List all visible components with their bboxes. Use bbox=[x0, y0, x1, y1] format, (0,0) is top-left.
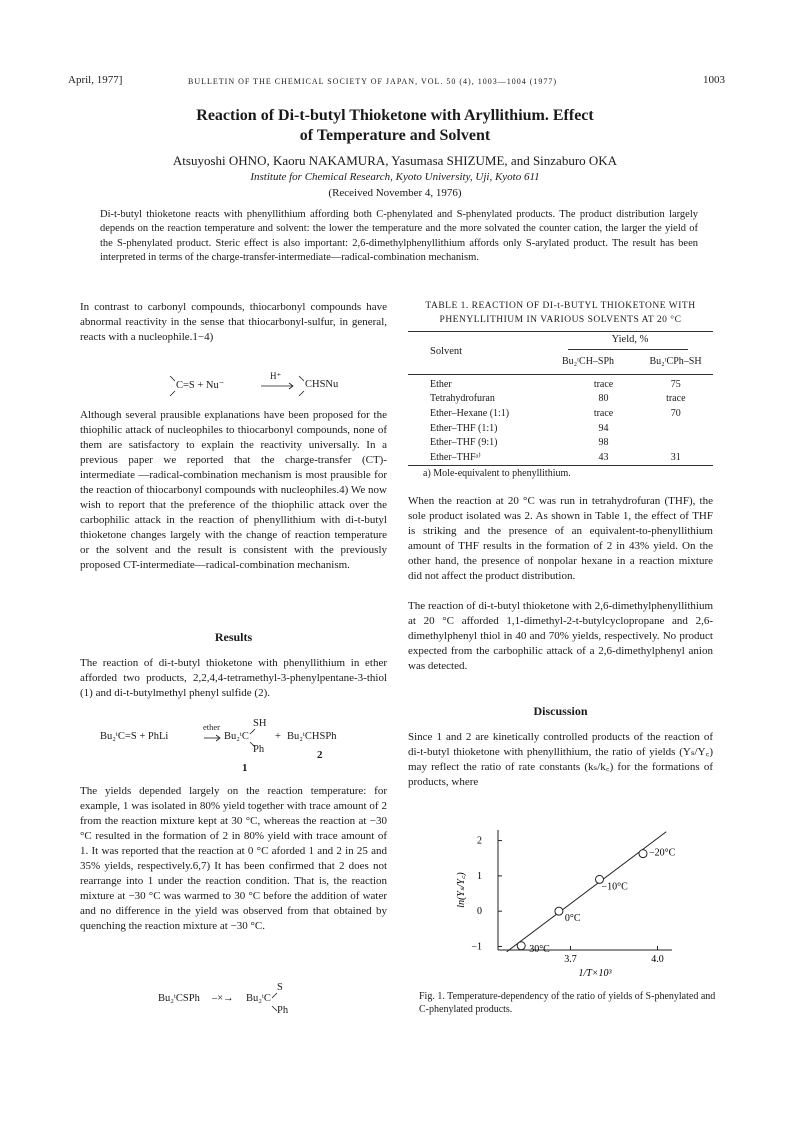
table-1-row bbox=[408, 392, 713, 407]
table-1-cell-solvent: Ether–Hexane (1:1) bbox=[430, 407, 510, 419]
y-tick-label: 1 bbox=[477, 870, 482, 882]
table-1 bbox=[408, 331, 713, 466]
intro-paragraph-1: In contrast to carbonyl compounds, thiocarbonyl compounds have abnormal reactivity in the sense that thiocarbonyl-sulfur, in general, reacts with a nucleophile.1−4) bbox=[80, 301, 387, 343]
table-1-cell-solvent: Ether–THF (9:1) bbox=[430, 437, 498, 449]
table-1-row bbox=[408, 435, 713, 450]
table-1-col-c-product: Bu₂ᵗCPh–SH bbox=[649, 356, 702, 367]
scheme-3-arrow: –×→ bbox=[212, 993, 234, 1004]
scheme-2 bbox=[100, 718, 390, 780]
table-1-cell-solvent: Ether bbox=[430, 378, 452, 390]
data-point bbox=[517, 942, 525, 950]
scheme-2-condition: ether bbox=[203, 722, 220, 732]
running-date: April, 1977] bbox=[68, 74, 123, 86]
table-1-col-yield: Yield, % bbox=[611, 334, 649, 345]
scheme-2-product1-sh: SH bbox=[253, 718, 267, 729]
figure-1 bbox=[440, 818, 700, 988]
scheme-1-reactant: C=S + Nu⁻ bbox=[176, 380, 225, 391]
table-1-col-s-product: Bu₂ᵗCH–SPh bbox=[561, 356, 615, 367]
table-1-cell-c-yield: 75 bbox=[670, 378, 681, 390]
right-paragraph-2: The reaction of di-t-butyl thioketone with 2,6-dimethylphenyllithium at 20 °C afforded 1,1-dimethyl-2-t-butylcyclopropane and 2,6-dimethylphenyl thiol in 40 and 70% yields, respectively. No product expected from the carbophilic attack of a 2,6-dimethylphenyl anion was detected. bbox=[408, 600, 713, 672]
y-tick-label: 0 bbox=[477, 906, 482, 918]
table-1-col-solvent: Solvent bbox=[430, 346, 463, 357]
scheme-2-product2-number: 2 bbox=[317, 749, 323, 761]
discussion-paragraph-1: Since 1 and 2 are kinetically controlled products of the reaction of di-t-butyl thioketone with phenyllithium, the ratio of yields (Yₛ/Y꜀) may reflect the ratio of rate constants (kₛ/k꜀) for the formations of products, where bbox=[408, 731, 713, 788]
table-1-row bbox=[408, 406, 713, 421]
authors: Atsuyoshi OHNO, Kaoru NAKAMURA, Yasumasa SHIZUME, and Sinzaburo OKA bbox=[172, 153, 618, 168]
figure-1-plot bbox=[440, 818, 700, 988]
y-tick-label: 2 bbox=[477, 835, 482, 847]
institution: Institute for Chemical Research, Kyoto University, Uji, Kyoto 611 bbox=[250, 171, 540, 183]
point-label: −20°C bbox=[649, 847, 676, 859]
y-axis-label: ln(Yₛ/Y꜀) bbox=[456, 872, 467, 908]
page-number: 1003 bbox=[703, 74, 725, 86]
table-1-cell-solvent: Ether–THF (1:1) bbox=[430, 422, 498, 434]
table-1-bottom-rule bbox=[408, 465, 713, 466]
data-point bbox=[639, 850, 647, 858]
discussion-heading: Discussion bbox=[533, 704, 588, 718]
scheme-3-product-core: Bu₂ᵗC bbox=[246, 993, 271, 1004]
right-paragraph-1: When the reaction at 20 °C was run in tetrahydrofuran (THF), the sole product isolated was 2. As shown in Table 1, the effect of THF is striking and the presence of an equivalent-to-phenyllithium amount of THF results in the formation of 2 in 43% yield. On the other hand, the presence of nonpolar hexane in a reaction mixture did not affect the product distribution. bbox=[408, 495, 713, 582]
scheme-3-product-ph: Ph bbox=[277, 1005, 289, 1016]
scheme-2-product1-ph: Ph bbox=[253, 744, 265, 755]
intro-paragraph-2: Although several prausible explanations have been proposed for the thiophilic attack of nucleophiles to thiocarbonyl compounds, none of them are satisfactory to explain the reactivity universally. In a previous paper we reported that the charge-transfer (CT)-intermediate —radical-combination mechanism is most prausible for the reaction of thiocarbonyl compounds with nucleophiles.4) We now wish to report that the preference of the thiophilic attack over the carbophilic attack in the reaction of phenyllithium with di-t-butyl thioketone changes largely with the change of reaction temperature or the solvent and the result is consistent with the previously proposed CT-intermediate—radical-combination mechanism. bbox=[80, 409, 387, 571]
results-paragraph-2: The yields depended largely on the reaction temperature: for example, 1 was isolated in 80% yield together with trace amount of 2 from the reaction mixture kept at 30 °C, whereas the reaction at −30 °C resulted in the formation of 2 in 80% yield with trace amount of 1. It was reported that the reaction at 0 °C aforded 1 and 2 in 25 and 35% yields, respectively.6,7) It has been confirmed that 2 does not rearrange into 1 under the reaction condition. That is, the reaction mixture at −30 °C was warmed to 30 °C before the addition of water and no difference in the yield was observed from that obtained by quenching the reaction mixture at −30 °C. bbox=[80, 785, 387, 932]
table-1-caption-line1: TABLE 1. REACTION OF DI-t-BUTYL THIOKETONE WITH bbox=[425, 301, 696, 311]
point-label: −10°C bbox=[601, 881, 628, 893]
article-title-line2: of Temperature and Solvent bbox=[299, 127, 491, 144]
table-1-cell-solvent: Ether–THFᵃ⁾ bbox=[430, 451, 481, 463]
results-paragraph-1: The reaction of di-t-butyl thioketone with phenyllithium in ether afforded two products, 2,2,4,4-tetramethyl-3-phenylpentane-3-thiol (1) and di-t-butylmethyl phenyl sulfide (2). bbox=[80, 657, 387, 699]
scheme-2-plus: + bbox=[275, 731, 281, 742]
point-label: 0°C bbox=[564, 913, 581, 925]
scheme-2-reactants: Bu₂ᵗC=S + PhLi bbox=[100, 731, 169, 742]
x-tick-label: 3.7 bbox=[564, 954, 577, 965]
table-1-cell-c-yield bbox=[639, 421, 713, 436]
table-1-cell-s-yield: 94 bbox=[598, 422, 609, 434]
scheme-2-product2: Bu₂ᵗCHSPh bbox=[287, 731, 337, 742]
table-1-cell-c-yield: 31 bbox=[670, 451, 681, 463]
table-1-cell-solvent: Tetrahydrofuran bbox=[430, 393, 495, 405]
table-1-header bbox=[408, 331, 713, 375]
received-date: (Received November 4, 1976) bbox=[328, 187, 462, 199]
data-point bbox=[555, 907, 563, 915]
figure-1-caption bbox=[419, 990, 719, 1016]
figure-1-caption-label: Fig. 1. bbox=[419, 991, 445, 1002]
table-1-cell-c-yield: 70 bbox=[670, 407, 681, 419]
abstract: Di-t-butyl thioketone reacts with phenyllithium affording both C-phenylated and S-phenylated products. The product distribution largely depends on the reaction temperature and solvent: the lower the temperature and the more solvated the counter cation, the larger the yield of the S-phenylated product. Steric effect is also important: 2,6-dimethylphenyllithium affords only S-arylated product. The result has been interpreted in terms of the charge-transfer-intermediate—radical-combination mechanism. bbox=[100, 209, 698, 264]
table-1-yield-rule bbox=[568, 349, 688, 350]
figure-1-caption-text: Temperature-dependency of the ratio of yields of S-phenylated and C-phenylated products. bbox=[419, 991, 716, 1015]
results-heading: Results bbox=[214, 630, 253, 644]
table-1-caption-line2: PHENYLLITHIUM IN VARIOUS SOLVENTS AT 20 °C bbox=[439, 315, 682, 325]
y-tick-label: −1 bbox=[471, 941, 482, 953]
table-1-cell-s-yield: trace bbox=[593, 378, 614, 390]
article-title-line1: Reaction of Di-t-butyl Thioketone with Aryllithium. Effect bbox=[196, 107, 594, 124]
table-1-rows bbox=[408, 377, 713, 465]
scheme-1-condition: H⁺ bbox=[270, 371, 282, 381]
scheme-2-product1-core: Bu₂ᵗC bbox=[224, 731, 249, 742]
x-axis-label: 1/T×10³ bbox=[578, 968, 612, 979]
scheme-3 bbox=[158, 984, 318, 1020]
table-1-body bbox=[408, 377, 713, 465]
scheme-2-product1-number: 1 bbox=[242, 762, 248, 774]
scheme-1-product: CHSNu bbox=[305, 379, 339, 390]
journal-name: BULLETIN OF THE CHEMICAL SOCIETY OF JAPAN, VOL. 50 (4), 1003—1004 (1977) bbox=[188, 77, 558, 86]
table-1-cell-c-yield bbox=[639, 435, 713, 450]
table-1-row bbox=[408, 377, 713, 392]
scheme-3-product-s: S bbox=[277, 982, 283, 993]
table-1-cell-s-yield: 98 bbox=[598, 437, 609, 449]
table-1-cell-s-yield: 80 bbox=[598, 393, 609, 405]
table-1-row bbox=[408, 421, 713, 436]
table-1-row bbox=[408, 450, 713, 465]
x-tick-label: 4.0 bbox=[651, 954, 664, 965]
point-label: 30°C bbox=[529, 943, 550, 955]
table-1-cell-s-yield: trace bbox=[593, 407, 614, 419]
scheme-1 bbox=[160, 370, 370, 402]
table-1-cell-c-yield: trace bbox=[666, 393, 686, 405]
table-1-footnote: a) Mole-equivalent to phenyllithium. bbox=[423, 468, 571, 479]
table-1-cell-s-yield: 43 bbox=[598, 451, 609, 463]
scheme-3-reactant: Bu₂ᵗCSPh bbox=[158, 993, 200, 1004]
